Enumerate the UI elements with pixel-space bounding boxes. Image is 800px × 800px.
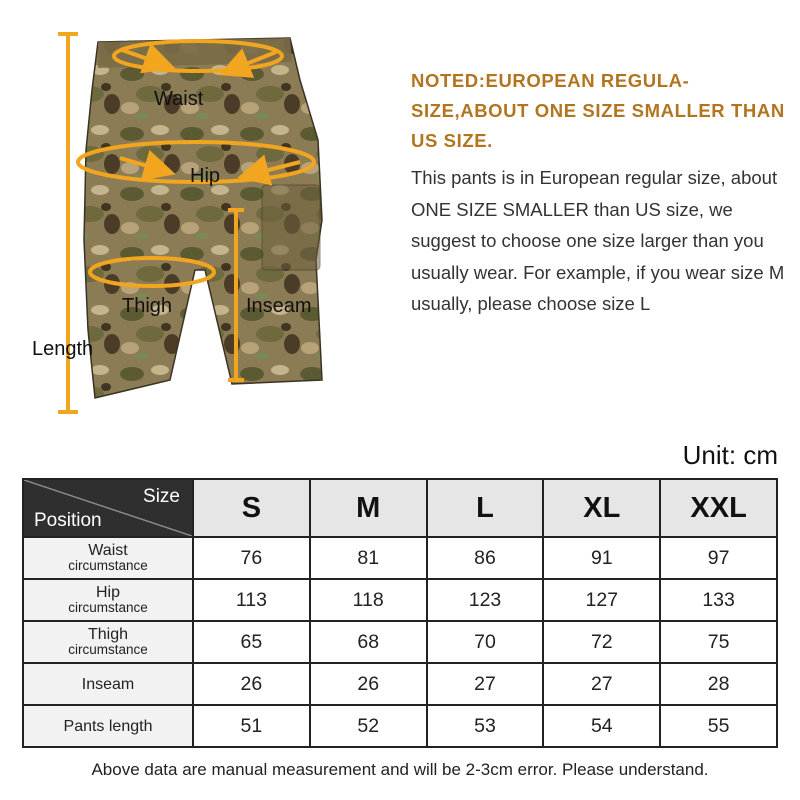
corner-size-label: Size (143, 486, 180, 507)
table-cell: 70 (427, 621, 544, 663)
table-cell: 27 (427, 663, 544, 705)
notice-body: This pants is in European regular size, about ONE SIZE SMALLER than US size, we suggest to choose one size larger than you usually wear. For example, if you wear size M usually, please choose size L (411, 167, 785, 315)
table-row (23, 663, 777, 705)
row-sublabel-text: circumstance (68, 600, 148, 615)
size-chart-table (22, 478, 778, 748)
row-label (23, 621, 193, 663)
table-cell: 52 (310, 705, 427, 747)
table-cell: 97 (660, 537, 777, 579)
row-label (23, 705, 193, 747)
size-header-xxl: XXL (660, 479, 777, 537)
table-cell: 123 (427, 579, 544, 621)
table-cell: 54 (543, 705, 660, 747)
table-cell: 26 (310, 663, 427, 705)
row-label-text: Waist (88, 542, 128, 559)
table-cell: 81 (310, 537, 427, 579)
thigh-label: Thigh (122, 295, 173, 317)
table-cell: 118 (310, 579, 427, 621)
row-label (23, 663, 193, 705)
table-cell: 113 (193, 579, 310, 621)
unit-label: Unit: cm (682, 440, 778, 470)
table-cell: 133 (660, 579, 777, 621)
table-cell: 86 (427, 537, 544, 579)
size-notice (411, 66, 791, 320)
table-cell: 51 (193, 705, 310, 747)
table-row (23, 705, 777, 747)
row-label-text: Hip (95, 584, 120, 601)
row-label (23, 579, 193, 621)
row-label-text: Pants length (63, 717, 153, 735)
footnote: Above data are manual measurement and will be 2-3cm error. Please understand. (91, 760, 709, 779)
size-header-s: S (193, 479, 310, 537)
table-cell: 27 (543, 663, 660, 705)
table-cell: 68 (310, 621, 427, 663)
notice-title: NOTED:EUROPEAN REGULA-SIZE,ABOUT ONE SIZE SMALLER THAN US SIZE. (411, 70, 785, 151)
size-header-m: M (310, 479, 427, 537)
table-row (23, 621, 777, 663)
row-label-text: Thigh (87, 626, 129, 643)
cargo-pocket (262, 185, 320, 270)
row-sublabel-text: circumstance (68, 642, 148, 657)
product-figure (0, 0, 400, 430)
waist-label: Waist (154, 88, 204, 110)
table-cell: 91 (543, 537, 660, 579)
table-cell: 127 (543, 579, 660, 621)
row-label-text: Inseam (81, 675, 135, 693)
length-label: Length (32, 338, 94, 360)
table-row (23, 579, 777, 621)
size-header-xl: XL (543, 479, 660, 537)
corner-position-label: Position (34, 510, 102, 531)
shorts-diagram (0, 0, 400, 430)
table-cell: 53 (427, 705, 544, 747)
table-cell: 75 (660, 621, 777, 663)
table-row (23, 537, 777, 579)
table-cell: 65 (193, 621, 310, 663)
row-label (23, 537, 193, 579)
inseam-label: Inseam (246, 295, 312, 317)
table-cell: 26 (193, 663, 310, 705)
corner-header (23, 479, 193, 537)
size-header-row (23, 479, 777, 537)
table-cell: 76 (193, 537, 310, 579)
table-cell: 55 (660, 705, 777, 747)
table-cell: 28 (660, 663, 777, 705)
row-sublabel-text: circumstance (68, 558, 148, 573)
hip-label: Hip (190, 165, 221, 187)
size-header-l: L (427, 479, 544, 537)
table-cell: 72 (543, 621, 660, 663)
